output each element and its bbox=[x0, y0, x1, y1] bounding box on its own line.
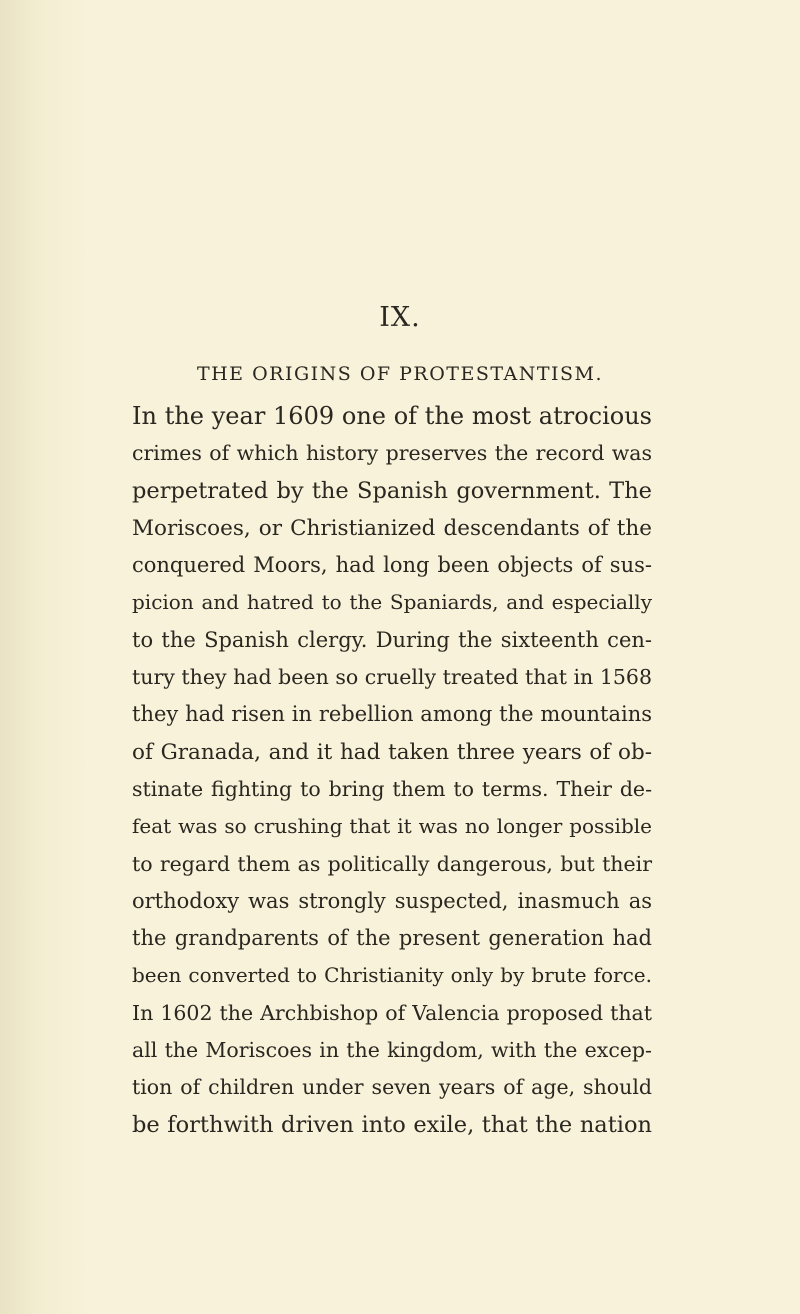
text-line: of Granada, and it had taken three years of ob- bbox=[132, 739, 652, 765]
body-paragraph bbox=[132, 398, 652, 1144]
text-line: the grandparents of the present generation had bbox=[132, 926, 652, 951]
text-line: picion and hatred to the Spaniards, and especially bbox=[132, 590, 652, 615]
text-line: In 1602 the Archbishop of Valencia proposed that bbox=[132, 1000, 652, 1025]
text-line: In the year 1609 one of the most atrocious bbox=[132, 402, 652, 430]
text-line: stinate fighting to bring them to terms. Their de- bbox=[132, 776, 652, 801]
chapter-number: IX. bbox=[379, 302, 421, 333]
text-line: feat was so crushing that it was no longer possible bbox=[132, 814, 652, 839]
text-line: to regard them as politically dangerous, but their bbox=[132, 851, 652, 876]
text-line: all the Moriscoes in the kingdom, with the excep- bbox=[132, 1038, 652, 1063]
chapter-title: THE ORIGINS OF PROTESTANTISM. bbox=[196, 363, 604, 385]
text-line: crimes of which history preserves the record was bbox=[132, 441, 652, 466]
text-line: tion of children under seven years of age, should bbox=[132, 1075, 652, 1100]
text-line: be forthwith driven into exile, that the nation bbox=[132, 1111, 652, 1138]
text-line: Moriscoes, or Christianized descendants of the bbox=[132, 515, 652, 541]
text-line: conquered Moors, had long been objects of sus- bbox=[132, 553, 652, 578]
text-line: perpetrated by the Spanish government. The bbox=[132, 477, 652, 504]
text-line: been converted to Christianity only by brute force. bbox=[132, 963, 652, 988]
text-line: orthodoxy was strongly suspected, inasmuch as bbox=[132, 888, 652, 913]
text-line: to the Spanish clergy. During the sixteenth cen- bbox=[132, 627, 652, 652]
text-line: tury they had been so cruelly treated that in 1568 bbox=[132, 665, 652, 690]
text-line: they had risen in rebellion among the mountains bbox=[132, 702, 652, 727]
